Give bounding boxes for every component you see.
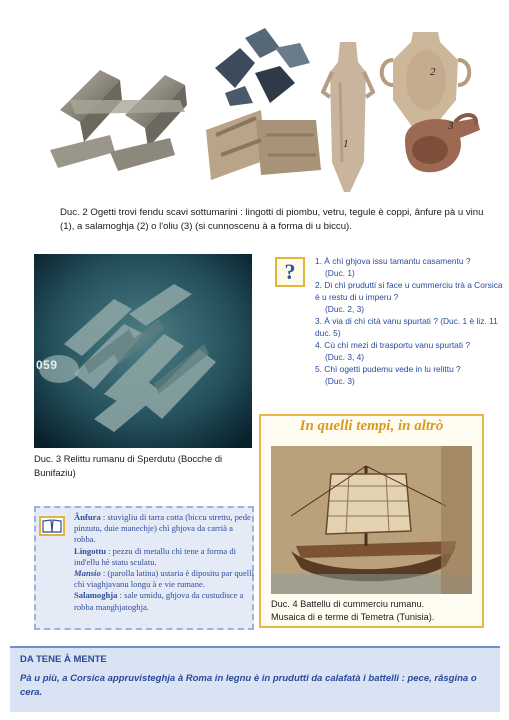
vocabulary-text: Ânfura : stuvigliu di tarra cotta (biccu strettu, pede pinzutu, duie manechje) chì ghjova da carrià a robba. Lingottu : pezzu di metallu chì tene a forma di ind'ellu hè statu sculatu. Mansio : (parolla latina) ustaria è dipositu par quelli chì viaghjavanu longu à e vie rumane. Salamoghja : sale umidu, ghjova da custudisce a robba manghjatoghja. [74, 512, 254, 612]
oil-amphora-photo [395, 110, 485, 180]
doc2-caption: Duc. 2 Ogetti trovi fendu scavi sottumarini : lingotti di piombu, vetru, tegule è coppi, ânfure pà u vinu (1), a salamoghja (2) o l'oliu (3) (si cunnoscenu à a forma di u biccu). [60, 207, 484, 232]
vocabulary-box [34, 506, 254, 630]
plate-number: 059 [36, 358, 58, 372]
remember-title: DA TENE À MENTE [20, 654, 107, 665]
question-list [315, 256, 505, 388]
elsewhere-box [259, 414, 484, 628]
book-icon [39, 516, 65, 536]
question-item: 5. Chì ogetti pudemu vede in lu relittu ? (Duc. 3) [315, 364, 461, 386]
question-item: 1. À chì ghjova issu tamantu casamentu ? (Duc. 1) [315, 256, 471, 278]
amphora-label-2: 2 [430, 66, 436, 78]
question-item: 4. Cù chì mezi di trasportu vanu spurtati ? (Duc. 3, 4) [315, 340, 471, 362]
amphora-label-3: 3 [448, 120, 454, 132]
elsewhere-title: In quelli tempi, in altrò [299, 418, 444, 434]
doc3-caption: Duc. 3 Relittu rumanu di Sperdutu (Bocche di Bunifaziu) [34, 453, 223, 478]
roof-tiles-photo [196, 100, 326, 190]
question-icon: ? [275, 257, 305, 287]
ship-mosaic-photo [271, 446, 472, 594]
question-item: 3. À via di chì cità vanu spurtati ? (Duc. 1 è liz. 11 duc. 5) [315, 315, 498, 338]
lead-ingots-photo [40, 40, 210, 180]
doc4-caption: Duc. 4 Battellu di cummerciu rumanu. Musaica di e terme di Temetra (Tunisia). [271, 599, 435, 622]
roman-wreck-photo [34, 254, 252, 448]
question-item: 2. Di chì prudutti si face u cummerciu trà a Corsica è u restu di u imperu ? (Duc. 2, 3) [315, 280, 503, 314]
glass-fragments-photo [205, 28, 315, 108]
remember-text: Pà u più, a Corsica appruvisteghja à Roma in legnu è in prudutti da calafatà i battelli : pece, râsgina o cera. [20, 673, 477, 698]
remember-box [10, 646, 500, 712]
amphora-label-1: 1 [343, 138, 349, 150]
wine-amphora-photo [318, 42, 378, 192]
